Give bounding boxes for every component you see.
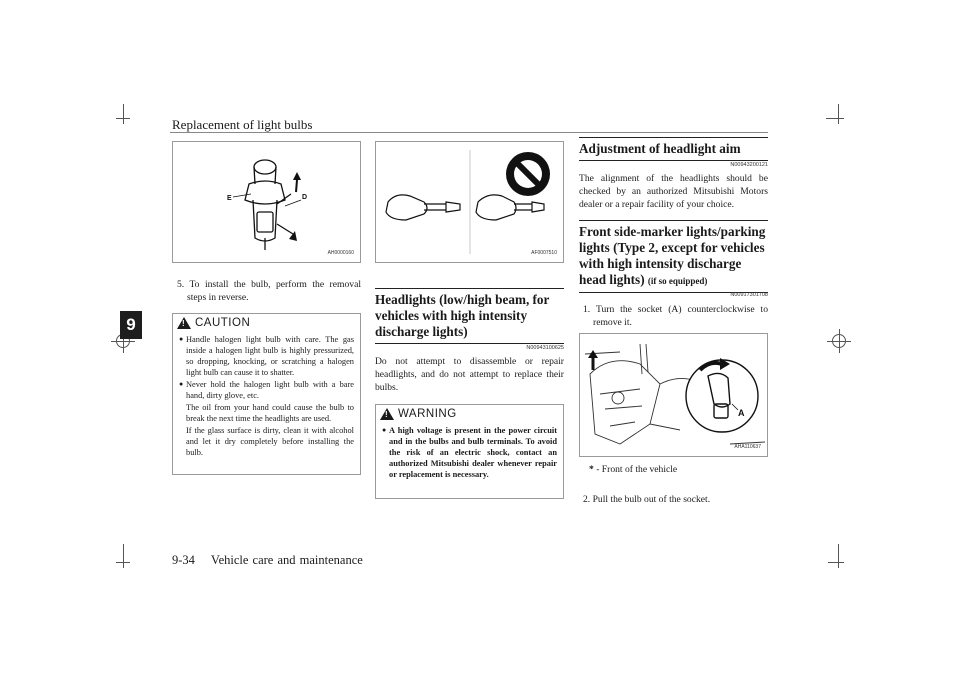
- bullet-icon: ●: [382, 426, 387, 434]
- socket-removal-illustration: [580, 334, 768, 457]
- warning-header: [376, 405, 563, 423]
- registration-mark-right: [832, 334, 846, 348]
- chapter-tab: 9: [120, 311, 142, 339]
- figure-code: AH0000160: [327, 250, 354, 256]
- label-d: D: [302, 194, 308, 201]
- label-a: A: [738, 408, 745, 418]
- figure-code: AHA110637: [734, 444, 761, 450]
- caution-icon: [177, 317, 191, 329]
- step-5: 5. To install the bulb, perform the removal steps in reverse.: [177, 279, 361, 303]
- legend-symbol: *: [589, 464, 594, 475]
- caution-item: The oil from your hand could cause the bulb to break the next time the headlights are used.: [186, 403, 354, 423]
- bullet-icon: ●: [179, 380, 184, 388]
- warning-body: [376, 423, 563, 487]
- caution-header: [173, 314, 360, 332]
- figure-code: AF0007510: [531, 250, 557, 256]
- bulb-install-illustration: [173, 142, 361, 263]
- crop-mark-br-v: [838, 544, 839, 568]
- section-title-headlights-hid: Headlights (low/high beam, for vehicles with high intensity discharge lights): [375, 288, 564, 344]
- crop-mark-br-h: [828, 562, 844, 563]
- headlight-aim-text: The alignment of the headlights should be checked by an authorized Mitsubishi Motors dealer or a repair facility of your choice.: [579, 173, 768, 210]
- warning-icon: [380, 408, 394, 420]
- caution-item: If the glass surface is dirty, clean it with alcohol and let it dry completely before installing the bulb.: [186, 426, 354, 457]
- section-title-side-marker: Front side-marker lights/parking lights (Type 2, except for vehicles with high intensity discharge head lights) (if so equipped): [579, 220, 768, 293]
- caution-item: ● Never hold the halogen light bulb with a bare hand, dirty glove, etc.: [179, 380, 354, 400]
- running-header: Replacement of light bulbs: [172, 117, 313, 132]
- label-e: E: [227, 195, 232, 202]
- header-rule: [170, 132, 768, 133]
- footer-section: Vehicle care and maintenance: [210, 553, 363, 567]
- caution-label: CAUTION: [195, 317, 251, 329]
- crop-mark-tr-v: [838, 104, 839, 124]
- legend-text: - Front of the vehicle: [596, 464, 678, 475]
- crop-mark-bl-v: [123, 544, 124, 568]
- warning-box: [375, 404, 564, 499]
- page-number: 9-34: [172, 553, 195, 567]
- crop-mark-tl-v: [123, 104, 124, 124]
- warning-item: ● A high voltage is present in the power circuit and in the bulbs and bulb terminals. To avoid the risk of an electric shock, contact an authorized Mitsubishi dealer whenever repair or replacement is necessary.: [382, 426, 557, 479]
- socket-removal-figure: [579, 333, 768, 457]
- section-title-headlight-aim: Adjustment of headlight aim: [579, 137, 768, 161]
- page-footer: [172, 553, 363, 568]
- step-1: 1. Turn the socket (A) counterclockwise to remove it.: [583, 304, 768, 328]
- caution-item: ● Handle halogen light bulb with care. The gas inside a halogen light bulb is highly pressurized, so dropping, knocking, or scratching a halogen light bulb can cause it to shatter.: [179, 335, 354, 377]
- hid-instruction: Do not attempt to disassemble or repair headlights, and do not attempt to replace their bulbs.: [375, 356, 564, 393]
- caution-box: [172, 313, 361, 475]
- bulb-install-figure: [172, 141, 361, 263]
- ref-code: N00943200121: [730, 162, 768, 168]
- hid-bulb-illustration: [376, 142, 564, 263]
- hid-bulb-prohibited-figure: [375, 141, 564, 263]
- ref-code: N00943100625: [526, 345, 564, 351]
- figure-legend: [589, 463, 768, 476]
- ref-code: N00917301708: [730, 292, 768, 298]
- warning-label: WARNING: [398, 408, 457, 420]
- bullet-icon: ●: [179, 335, 184, 343]
- if-equipped-note: (if so equipped): [647, 276, 708, 286]
- step-2: 2. Pull the bulb out of the socket.: [583, 494, 711, 505]
- caution-body: [173, 332, 360, 465]
- crop-mark-tr-h: [826, 118, 844, 119]
